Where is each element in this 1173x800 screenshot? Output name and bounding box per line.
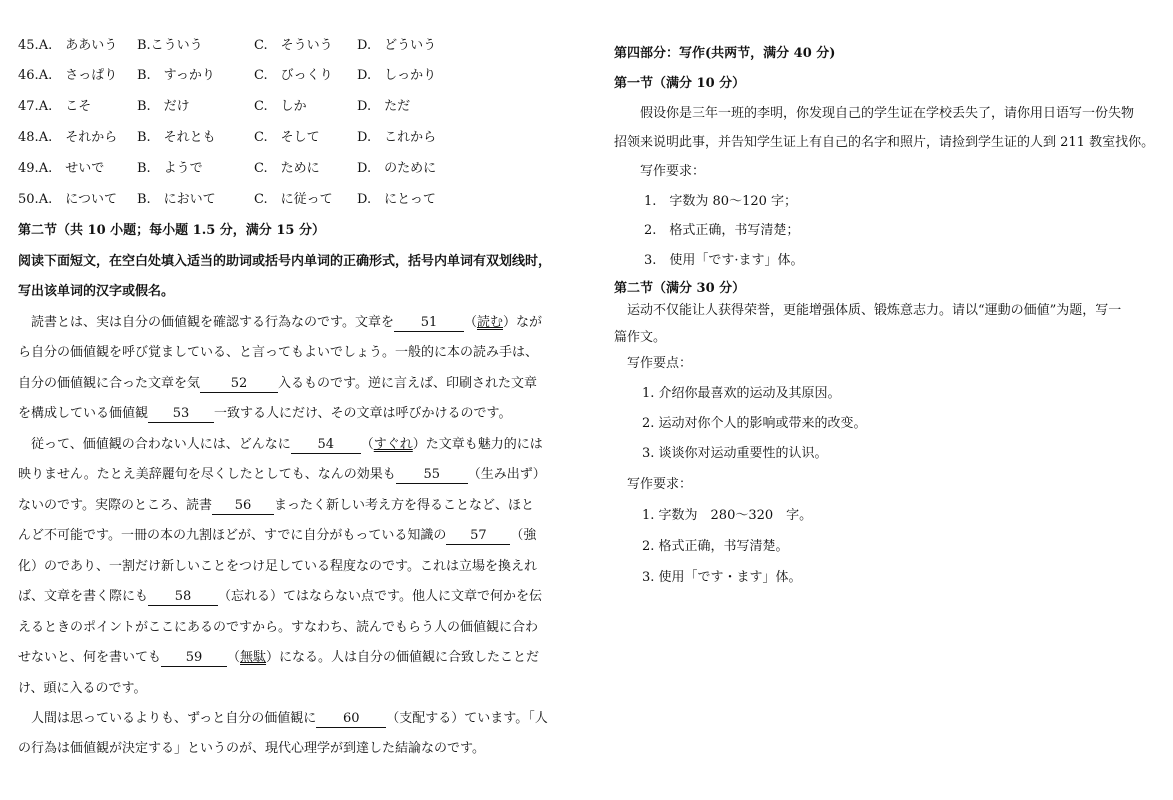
blank-54[interactable]: 54 [291,437,361,454]
option-d: D. どういう [357,38,437,53]
passage-line: 自分の価値観に合った文章を気 52 入るものです。逆に言えば、印刷された文章 [18,376,537,391]
option-a: A. ああいう [38,38,118,53]
double-underlined-word: 無駄 [240,650,267,665]
section-1-requirement: 2. 格式正确，书写清楚； [644,223,800,238]
option-d: D. これから [357,130,437,145]
passage-line: ば、文章を書く際にも 58 （忘れる）てはならない点です。他人に文章で何かを伝 [18,589,542,604]
section-1-requirement: 3. 使用「です·ます」体。 [644,253,804,268]
question-number: 48. [18,130,39,145]
option-b: B.こういう [137,38,203,53]
question-46-options [18,67,574,85]
section-2-prompt-line-2: 篇作文。 [614,330,667,345]
passage-line: ないのです。実際のところ、読書 56 まったく新しい考え方を得ることなど、ほと [18,498,534,513]
option-c: C. に従って [254,192,333,207]
section-2-title: 第二节（满分 30 分） [614,281,746,296]
instruction-line-2: 写出该单词的汉字或假名。 [18,284,175,299]
question-47-options [18,98,574,116]
option-d: D. にとって [357,192,436,207]
part-4-title: 第四部分：写作(共两节，满分 40 分) [614,46,836,61]
passage-line: 人間は思っているよりも、ずっと自分の価値観に 60 （支配する）ています。「人 [18,711,548,726]
question-number: 45. [18,38,39,53]
option-c: C. ために [254,161,320,176]
section-1-prompt-line-2: 招领来说明此事，并告知学生证上有自己的名字和照片，请捡到学生证的人到 211 教室找你。 [614,135,1155,150]
section-2-prompt-line-1: 运动不仅能让人获得荣誉，更能增强体质、锻炼意志力。请以“運動の価値”为题，写一 [614,303,1122,318]
section-2-requirements-title: 写作要求： [614,477,693,492]
section-2-requirement: 2. 格式正确，书写清楚。 [642,539,789,554]
question-number: 49. [18,161,39,176]
question-number: 47. [18,99,39,114]
passage-line: の行為は価値観が決定する」というのが、現代心理学が到達した結論なのです。 [18,741,485,756]
instruction-line-1: 阅读下面短文，在空白处填入适当的助词或括号内单词的正确形式，括号内单词有双划线时， [18,254,552,269]
double-underlined-word: すぐれ [373,437,413,452]
passage-line: えるときのポイントがここにあるのですから。すなわち、読んでもらう人の価値観に合わ [18,620,539,635]
passage-line: 化）のであり、一割だけ新しいことをつけ足している程度なのです。これは立場を換えれ [18,559,537,574]
option-a: A. それから [38,130,118,145]
option-c: C. そして [254,130,320,145]
section-2-point: 2. 运动对你个人的影响或带来的改变。 [642,416,867,431]
option-c: C. びっくり [254,68,333,83]
blank-57[interactable]: 57 [446,528,510,545]
blank-58[interactable]: 58 [148,589,218,606]
passage-line: ら自分の価値観を呼び覚ましている、と言ってもよいでしょう。一般的に本の読み手は、 [18,345,539,360]
question-49-options [18,160,574,178]
section-2-points-title: 写作要点： [614,356,693,371]
passage-line: け、頭に入るのです。 [18,681,147,696]
section-2-title: 第二节（共 10 小题；每小题 1.5 分，满分 15 分） [18,223,325,238]
option-a: A. こそ [38,99,92,114]
blank-60[interactable]: 60 [316,711,386,728]
blank-56[interactable]: 56 [212,498,274,515]
question-48-options [18,129,574,147]
section-2-point: 3. 谈谈你对运动重要性的认识。 [642,446,828,461]
blank-52[interactable]: 52 [200,376,278,393]
section-2-point: 1. 介绍你最喜欢的运动及其原因。 [642,386,841,401]
double-underlined-word: 読む [476,315,503,330]
section-1-requirement: 1. 字数为 80～120 字； [644,194,798,209]
question-number: 46. [18,68,39,83]
passage-line: んど不可能です。一冊の本の九割ほどが、すでに自分がもっている知識の 57 （強 [18,528,537,543]
blank-55[interactable]: 55 [396,467,468,484]
question-number: 50. [18,192,39,207]
option-d: D. しっかり [357,68,437,83]
blank-53[interactable]: 53 [148,406,214,423]
passage-line: を構成している価値観 53 一致する人にだけ、その文章は呼びかけるのです。 [18,406,512,421]
option-a: A. さっぱり [38,68,118,83]
option-c: C. しか [254,99,307,114]
question-45-options [18,37,574,55]
section-1-title: 第一节（满分 10 分） [614,76,746,91]
passage-line: 従って、価値観の合わない人には、どんなに 54 （すぐれ）た文章も魅力的には [18,437,543,452]
option-b: B. すっかり [137,68,215,83]
option-b: B. それとも [137,130,216,145]
question-50-options [18,191,574,209]
blank-51[interactable]: 51 [394,315,464,332]
option-a: A. について [38,192,117,207]
passage-line: 映りません。たとえ美辞麗句を尽くしたとしても、なんの効果も 55 （生み出ず） [18,467,546,482]
option-b: B. だけ [137,99,190,114]
option-c: C. そういう [254,38,333,53]
section-1-prompt-line-1: 假设你是三年一班的李明，你发现自己的学生证在学校丢失了，请你用日语写一份失物 [614,106,1135,121]
passage-line: せないと、何を書いても 59 （無駄）になる。人は自分の価値観に合致したことだ [18,650,540,665]
option-a: A. せいで [38,161,105,176]
option-d: D. ただ [357,99,411,114]
option-b: B. ようで [137,161,203,176]
blank-59[interactable]: 59 [161,650,227,667]
section-2-requirement: 1. 字数为 280～320 字。 [642,508,813,523]
option-b: B. において [137,192,216,207]
passage-line: 読書とは、実は自分の価値観を確認する行為なのです。文章を 51 （読む）なが [18,315,543,330]
section-1-requirements-title: 写作要求： [614,164,706,179]
option-d: D. のために [357,161,437,176]
section-2-requirement: 3. 使用「です・ます」体。 [642,570,802,585]
